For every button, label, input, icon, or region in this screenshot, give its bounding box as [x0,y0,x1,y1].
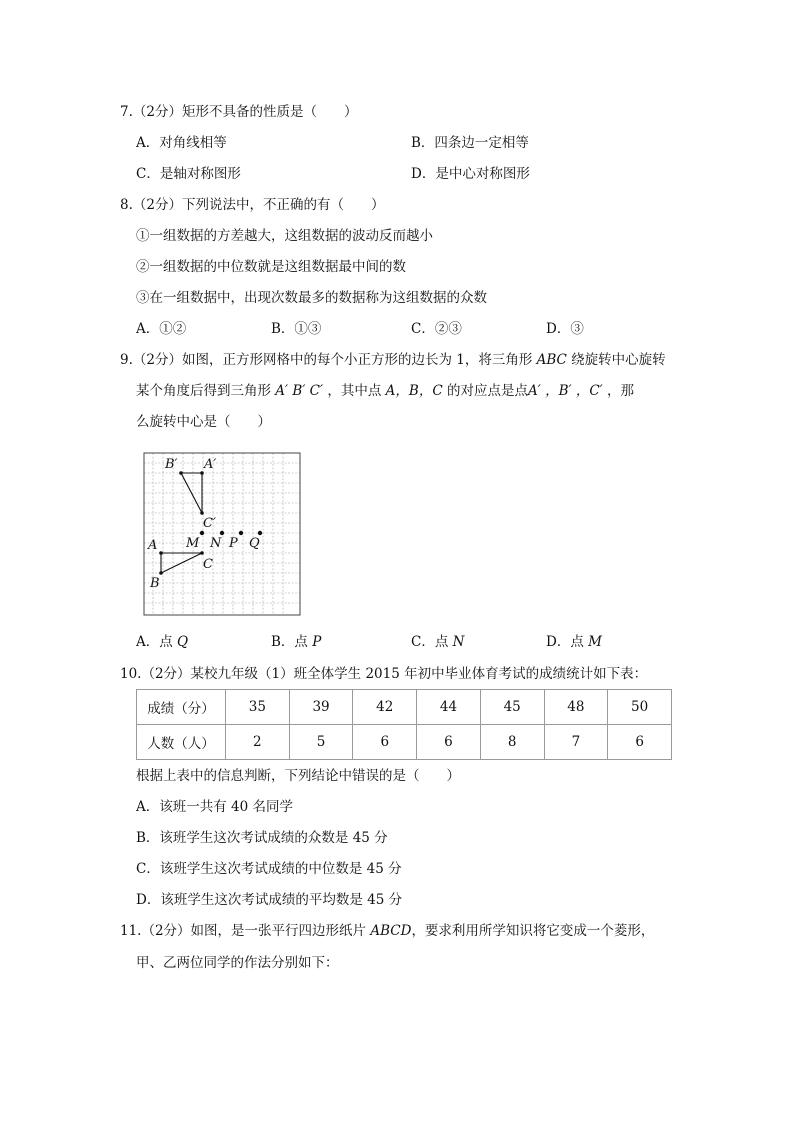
q8-option-c[interactable]: C．②③ [411,321,462,337]
q9-option-d-point: M [588,634,602,650]
q11-parallelogram-abcd: ABCD [370,923,412,939]
q7-option-d[interactable]: D．是中心对称图形 [411,166,530,182]
table-cell: 2 [226,725,290,760]
q10-option-a[interactable]: A．该班一共有 40 名同学 [136,799,294,815]
table-cell: 45 [480,690,544,725]
q10-option-b[interactable]: B．该班学生这次考试成绩的众数是 45 分 [136,830,388,846]
table-row-counts [137,725,672,760]
q9-triangle-abc: ABC [536,352,567,368]
q9-stem-text: ，那 [602,383,635,399]
q11-stem-line-1 [120,922,654,940]
label-a: A [148,538,158,553]
table-cell: 48 [544,690,608,725]
point-c-prime [200,511,204,515]
q9-stem-text: 9.（2分）如图，正方形网格中的每个小正方形的边长为 1，将三角形 [120,352,537,368]
q8-statement-2: ②一组数据的中位数就是这组数据最中间的数 [136,259,406,275]
q11-stem-text: 11.（2分）如图，是一张平行四边形纸片 [120,923,371,939]
q9-triangle-abc-prime: A′ B′ C′ [275,383,324,399]
q9-points: A，B，C [385,383,443,399]
label-a-prime: A′ [204,457,217,472]
q11-stem-line-2: 甲、乙两位同学的作法分别如下： [136,955,339,971]
q9-option-b-text: B．点 [271,634,313,650]
q10-option-d[interactable]: D．该班学生这次考试成绩的平均数是 45 分 [136,892,403,908]
q9-option-c-point: N [452,634,465,650]
label-c: C [203,557,213,572]
point-m [200,531,204,535]
q9-option-c[interactable] [411,633,464,651]
point-n [220,531,224,535]
table-cell: 39 [289,690,353,725]
q9-points-prime: A′ ，B′ ，C′ [527,383,603,399]
q7-option-a[interactable]: A．对角线相等 [136,135,227,151]
q9-option-a-point: Q [177,634,189,650]
q9-stem-line-2 [136,382,634,400]
label-p: P [229,536,238,551]
point-b-prime [179,471,183,475]
q10-stem: 10.（2分）某校九年级（1）班全体学生 2015 年初中毕业体育考试的成绩统计如下表： [120,666,648,682]
q9-option-a[interactable] [136,633,188,651]
q9-stem-line-1 [120,351,666,369]
table-cell: 6 [417,725,481,760]
point-c [200,551,204,555]
q9-option-b-point: P [312,634,322,650]
q10-prompt: 根据上表中的信息判断，下列结论中错误的是（ ） [136,768,460,784]
table-cell: 42 [353,690,417,725]
point-b [159,571,163,575]
q8-statement-3: ③在一组数据中，出现次数最多的数据称为这组数据的众数 [136,290,487,306]
table-cell: 6 [608,725,672,760]
q8-option-d[interactable]: D．③ [546,321,584,337]
table-header-count: 人数（人） [137,725,226,760]
table-cell: 6 [353,725,417,760]
q8-statement-1: ①一组数据的方差越大，这组数据的波动反而越小 [136,228,433,244]
table-cell: 7 [544,725,608,760]
q7-option-c[interactable]: C．是轴对称图形 [136,166,241,182]
point-q [258,531,262,535]
q11-stem-text: ，要求利用所学知识将它变成一个菱形， [411,923,655,939]
table-cell: 35 [226,690,290,725]
label-q: Q [249,536,260,551]
label-n: N [210,536,222,551]
q7-stem: 7.（2分）矩形不具备的性质是（ ） [120,104,358,120]
q8-option-a[interactable]: A．①② [136,321,187,337]
table-cell: 44 [417,690,481,725]
q9-stem-text: 的对应点是点 [442,383,528,399]
point-a [159,551,163,555]
q9-stem-text: 某个角度后得到三角形 [136,383,276,399]
table-row-scores [137,690,672,725]
q9-option-c-text: C．点 [411,634,453,650]
q9-option-d[interactable] [546,633,602,651]
table-cell: 5 [289,725,353,760]
point-p [239,531,243,535]
q9-option-d-text: D．点 [546,634,589,650]
q10-score-table [136,689,672,760]
q10-option-c[interactable]: C．该班学生这次考试成绩的中位数是 45 分 [136,861,402,877]
q9-option-b[interactable] [271,633,321,651]
table-cell: 50 [608,690,672,725]
q9-stem-line-3: 么旋转中心是（ ） [136,414,271,430]
label-b: B [150,576,160,591]
label-c-prime: C′ [203,516,216,531]
table-cell: 8 [480,725,544,760]
label-m: M [186,536,200,551]
table-header-score: 成绩（分） [137,690,226,725]
q9-option-a-text: A．点 [136,634,178,650]
q9-stem-text: 绕旋转中心旋转 [566,352,666,368]
q9-stem-text: ，其中点 [323,383,386,399]
label-b-prime: B′ [165,457,178,472]
q9-grid-figure [143,452,301,616]
q8-stem: 8.（2分）下列说法中，不正确的有（ ） [120,197,385,213]
q8-option-b[interactable]: B．①③ [271,321,322,337]
q7-option-b[interactable]: B．四条边一定相等 [411,135,529,151]
